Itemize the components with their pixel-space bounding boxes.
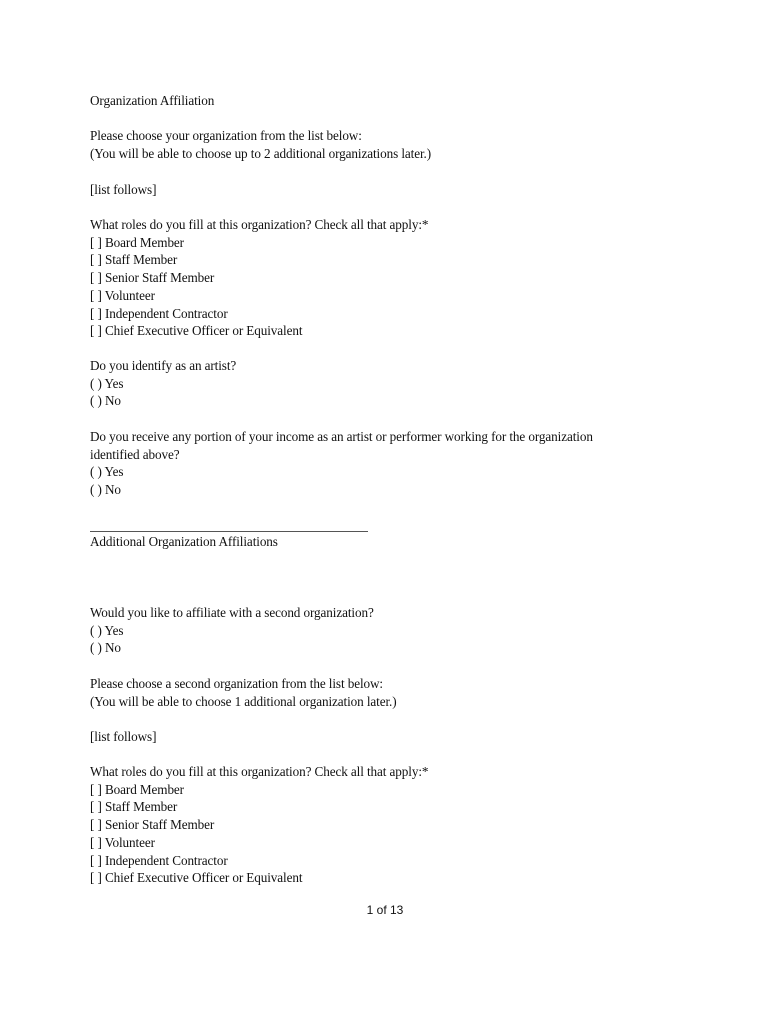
second-organization-prompt (90, 675, 690, 710)
prompt-note: (You will be able to choose up to 2 additional organizations later.) (90, 145, 432, 161)
page-indicator: 1 of 13 (366, 903, 404, 917)
second-org-question-group (90, 604, 690, 657)
list-placeholder-text: [list follows] (90, 182, 157, 197)
prompt-note: (You will be able to choose 1 additional organization later.) (90, 693, 397, 709)
artist-question-group (90, 357, 690, 410)
income-question-group (90, 428, 690, 499)
income-question-line: Do you receive any portion of your income as an artist or performer working for the organization (90, 429, 593, 444)
second-org-option-yes[interactable]: ( ) Yes (90, 622, 124, 638)
section-title: Organization Affiliation (90, 93, 215, 108)
role-option-volunteer[interactable]: [ ] Volunteer (90, 834, 155, 850)
role-option-board-member[interactable]: [ ] Board Member (90, 234, 184, 250)
role-option-chief-executive[interactable]: [ ] Chief Executive Officer or Equivalent (90, 323, 303, 339)
section-heading (90, 92, 690, 110)
organization-prompt (90, 127, 690, 162)
second-org-option-no[interactable]: ( ) No (90, 640, 121, 656)
list-placeholder (90, 728, 690, 746)
prompt-line: Please choose a second organization from the list below: (90, 676, 383, 691)
section-heading (90, 533, 690, 551)
role-option-independent-contractor[interactable]: [ ] Independent Contractor (90, 852, 228, 868)
section-title: Additional Organization Affiliations (90, 534, 278, 549)
income-option-no[interactable]: ( ) No (90, 482, 121, 498)
section-divider (90, 531, 368, 532)
artist-option-yes[interactable]: ( ) Yes (90, 375, 124, 391)
list-placeholder (90, 181, 690, 199)
role-option-staff-member[interactable]: [ ] Staff Member (90, 799, 178, 815)
role-option-senior-staff-member[interactable]: [ ] Senior Staff Member (90, 817, 215, 833)
roles-question-group (90, 216, 690, 340)
roles-question-group (90, 763, 690, 887)
list-placeholder-text: [list follows] (90, 729, 157, 744)
second-org-question: Would you like to affiliate with a second organization? (90, 605, 374, 620)
income-option-yes[interactable]: ( ) Yes (90, 464, 124, 480)
roles-question: What roles do you fill at this organization? Check all that apply:* (90, 764, 429, 779)
role-option-staff-member[interactable]: [ ] Staff Member (90, 252, 178, 268)
role-option-chief-executive[interactable]: [ ] Chief Executive Officer or Equivalent (90, 870, 303, 886)
role-option-independent-contractor[interactable]: [ ] Independent Contractor (90, 305, 228, 321)
role-option-board-member[interactable]: [ ] Board Member (90, 781, 184, 797)
artist-option-no[interactable]: ( ) No (90, 393, 121, 409)
prompt-line: Please choose your organization from the list below: (90, 128, 362, 143)
roles-question: What roles do you fill at this organization? Check all that apply:* (90, 217, 429, 232)
artist-question: Do you identify as an artist? (90, 358, 237, 373)
role-option-senior-staff-member[interactable]: [ ] Senior Staff Member (90, 270, 215, 286)
role-option-volunteer[interactable]: [ ] Volunteer (90, 287, 155, 303)
income-question-line: identified above? (90, 446, 180, 462)
